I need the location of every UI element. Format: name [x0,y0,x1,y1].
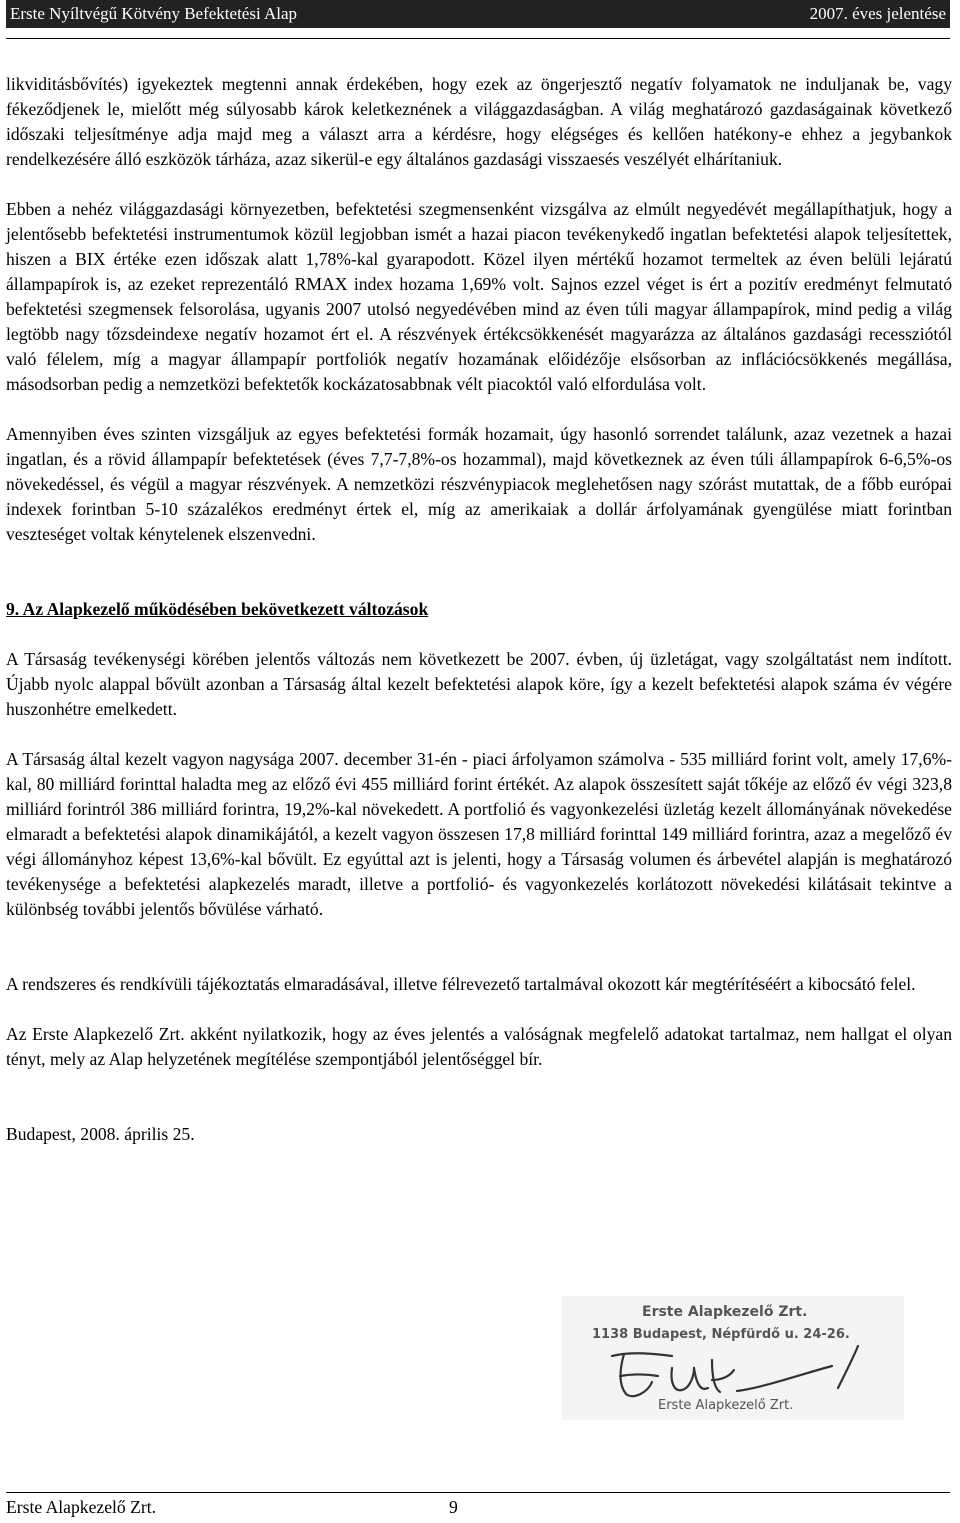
paragraph-activities: A Társaság tevékenységi körében jelentős változás nem következett be 2007. évben, új üzletágat, vagy szolgáltatást nem indított. Újabb nyolc alappal bővült azonban a Társaság által kezelt befektetési alapok köre, így a kezelt befektetési alapok száma év végére huszonhétre emelkedett. [6,649,952,719]
section-heading: 9. Az Alapkezelő működésében bekövetkezett változások [6,599,429,619]
paragraph-liability: A rendszeres és rendkívüli tájékoztatás elmaradásával, illetve félrevezető tartalmával okozott kár megtérítéséért a kibocsátó felel. [6,974,916,994]
document-body [6,72,952,1172]
stamp-company-name: Erste Alapkezelő Zrt. [642,1304,808,1320]
header-document-title: Erste Nyíltvégű Kötvény Befektetési Alap [10,4,298,23]
header-bar [6,0,950,28]
page-header [6,0,950,39]
company-stamp-signature [562,1296,904,1420]
paragraph-annual-yields: Amennyiben éves szinten vizsgáljuk az egyes befektetési formák hozamait, úgy hasonló sorrendet találunk, azaz vezetnek a hazai ingatlan, és a rövid állampapír befektetések (éves 7,7-7,8%-os hozammal), majd következnek az éven túli állampapírok 6-6,5%-os növekedéssel, és végül a magyar részvények. A nemzetközi részvénypiacok meglehetősen nagy szórást mutattak, de a főbb európai indexek forintban 5-10 százalékos eredményt értek el, míg az amerikaiak a dollár árfolyamának gyengülése miatt forintban veszteséget voltak kénytelenek elszenvedni. [6,424,952,544]
page-footer [6,1492,950,1523]
place-and-date: Budapest, 2008. április 25. [6,1124,195,1144]
footer-company-name: Erste Alapkezelő Zrt. [6,1497,156,1517]
paragraph-assets: A Társaság által kezelt vagyon nagysága 2007. december 31-én - piaci árfolyamon számolva - 535 milliárd forint volt, amely 17,6%-kal, 80 milliárd forinttal haladta meg az előző évi 455 milliárd forint értékét. Az alapok összesített saját tőkéje az előző év végi 323,8 milliárd forintról 386 milliárd forintra, 19,2%-kal növekedett. A portfolió és vagyonkezelési üzletág kezelt állományának növekedése elmaradt a befektetési alapok dinamikájától, a kezelt vagyon összesen 17,8 milliárd forinttal 149 milliárd forintra, azaz a megelőző év végi állományhoz képest 13,6%-kal bővült. Ez egyúttal azt is jelenti, hogy a Társaság volumen és árbevétel alapján is meghatározó tevékenysége a befektetési alapkezelés maradt, illetve a portfolió- és vagyonkezelés korlátozott növekedési kilátásait tekintve a különbség további jelentős bővülése várható. [6,749,952,919]
paragraph-declaration: Az Erste Alapkezelő Zrt. akként nyilatkozik, hogy az éves jelentés a valóságnak megfelelő adatokat tartalmaz, nem hallgat el olyan tényt, mely az Alap helyzetének megítélése szempontjából jelentőséggel bír. [6,1024,952,1069]
stamp-address: 1138 Budapest, Népfürdő u. 24-26. [592,1327,850,1342]
stamp-company-name-bottom: Erste Alapkezelő Zrt. [658,1398,794,1413]
header-report-year: 2007. éves jelentése [809,4,946,23]
paragraph-liquidity: likviditásbővítés) igyekeztek megtenni annak érdekében, hogy ezek az öngerjesztő negatív folyamatok ne induljanak be, vagy fékeződjenek le, mielőtt még súlyosabb károk keletkeznének a világgazdaságban. A világ meghatározó gazdaságainak következő időszaki teljesítménye adja majd meg a választ arra a kérdésre, hogy elégséges és kellően hatékony-e ehhez a jegybankok rendelkezésére álló eszközök tárháza, azaz sikerül-e egy általános gazdasági visszaesés veszélyét elhárítaniuk. [6,74,952,169]
paragraph-segments: Ebben a nehéz világgazdasági környezetben, befektetési szegmensenként vizsgálva az elmúlt negyedévét megállapíthatjuk, hogy a jelentősebb befektetési instrumentumok közül legjobban ismét a hazai piacon tevékenykedő ingatlan befektetési alapok teljesítettek, hiszen a BIX értéke ezen időszak alatt 1,78%-kal gyarapodott. Közel ilyen mértékű hozamot termeltek az éven belüli lejáratú állampapírok is, az ezeket reprezentáló RMAX index hozama 1,69% volt. Sajnos ezzel véget is ért a pozitív eredményt felmutató befektetési szegmensek felsorolása, ugyanis 2007 utolsó negyedévében mind az éven túli magyar állampapírok, mind pedig a világ legtöbb nagy tőzsdeindexe negatív hozamot ért el. A részvények értékcsökkenését magyarázza az általános gazdasági recessziótól való félelem, míg a magyar állampapír portfoliók negatív hozamának előidézője elsősorban az inflációcsökkenés megállása, másodsorban pedig a nemzetközi befektetők kockázatosabbnak vélt piacoktól való elfordulása volt. [6,199,952,394]
footer-page-number: 9 [449,1497,458,1517]
